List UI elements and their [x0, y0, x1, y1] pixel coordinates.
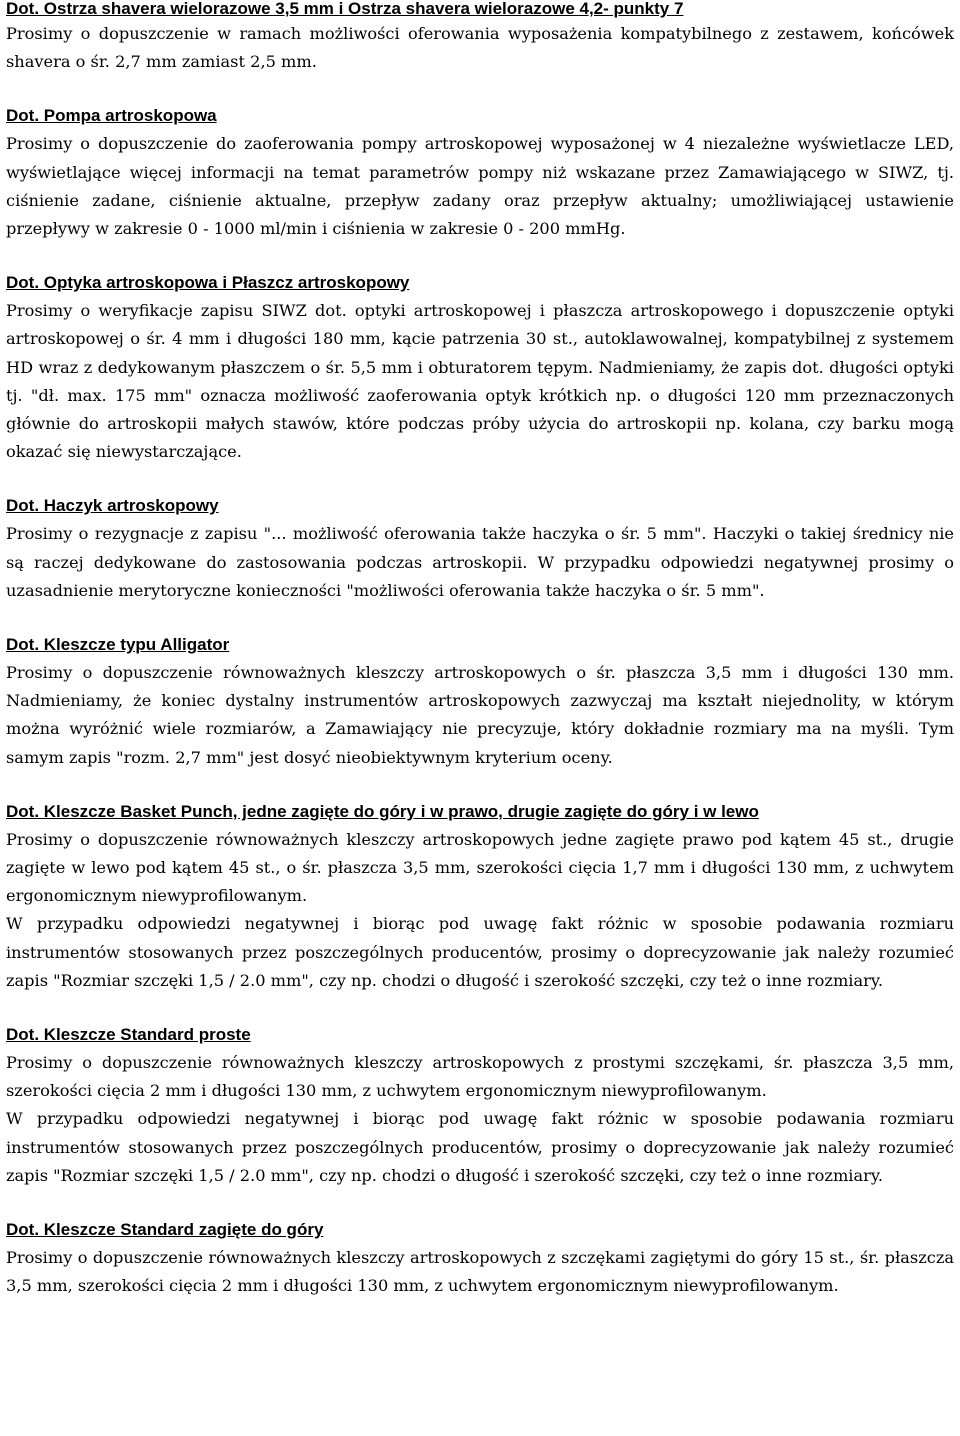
section-heading: Dot. Kleszcze typu Alligator [6, 635, 230, 655]
section-alligator-forceps [6, 631, 954, 772]
section-shaver-blades [6, 0, 954, 76]
section-heading: Dot. Ostrza shavera wielorazowe 3,5 mm i Ostrza shavera wielorazowe 4,2- punkty 7 [6, 0, 684, 18]
section-paragraph: Prosimy o rezygnacje z zapisu "... możliwość oferowania także haczyka o śr. 5 mm". Haczyki o takiej średnicy nie są raczej dedykowane do zastosowania podczas artroskopii. W przypadku odpowiedzi negatywnej prosimy o uzasadnienie merytoryczne konieczności "możliwości oferowania także haczyka o śr. 5 mm". [6, 524, 954, 600]
section-optics [6, 269, 954, 466]
section-paragraph: W przypadku odpowiedzi negatywnej i biorąc pod uwagę fakt różnic w sposobie podawania rozmiaru instrumentów stosowanych przez poszczególnych producentów, prosimy o doprecyzowanie jak należy rozumieć zapis "Rozmiar szczęki 1,5 / 2.0 mm", czy np. chodzi o długość i szerokość szczęki, czy też o inne rozmiary. [6, 914, 954, 990]
section-heading: Dot. Kleszcze Basket Punch, jedne zagięte do góry i w prawo, drugie zagięte do góry i w lewo [6, 801, 759, 821]
section-standard-curved-up [6, 1216, 954, 1300]
section-paragraph: Prosimy o weryfikacje zapisu SIWZ dot. optyki artroskopowej i płaszcza artroskopowego i dopuszczenie optyki artroskopowej o śr. 4 mm i długości 180 mm, kącie patrzenia 30 st., autoklawowalnej, kompatybilnej z systemem HD wraz z dedykowanym płaszczem o śr. 5,5 mm i obturatorem tępym. Nadmieniamy, że zapis dot. długości optyki tj. "dł. max. 175 mm" oznacza możliwość zaoferowania optyk krótkich np. o długości 120 mm przeznaczonych głównie do artroskopii małych stawów, które podczas próby użycia do artroskopii np. kolana, czy barku mogą okazać się niewystarczające. [6, 301, 954, 462]
section-paragraph: Prosimy o dopuszczenie równoważnych kleszczy artroskopowych z prostymi szczękami, śr. płaszcza 3,5 mm, szerokości cięcia 2 mm i długości 130 mm, z uchwytem ergonomicznym niewyprofilowanym. [6, 1053, 954, 1101]
section-hook [6, 492, 954, 605]
section-heading: Dot. Kleszcze Standard zagięte do góry [6, 1220, 324, 1240]
section-paragraph: Prosimy o dopuszczenie równoważnych kleszczy artroskopowych o śr. płaszcza 3,5 mm i długości 130 mm. Nadmieniamy, że koniec dystalny instrumentów artroskopowych zazwyczaj ma kształt niejednolity, w którym można wyróżnić wiele rozmiarów, a Zamawiający nie precyzuje, który dokładnie rozmiary ma na myśli. Tym samym zapis "rozm. 2,7 mm" jest dosyć nieobiektywnym kryterium oceny. [6, 663, 954, 767]
section-heading: Dot. Pompa artroskopowa [6, 106, 217, 126]
section-pump [6, 102, 954, 243]
section-heading: Dot. Optyka artroskopowa i Płaszcz artroskopowy [6, 273, 410, 293]
section-heading: Dot. Kleszcze Standard proste [6, 1025, 251, 1045]
section-paragraph: W przypadku odpowiedzi negatywnej i biorąc pod uwagę fakt różnic w sposobie podawania rozmiaru instrumentów stosowanych przez poszczególnych producentów, prosimy o doprecyzowanie jak należy rozumieć zapis "Rozmiar szczęki 1,5 / 2.0 mm", czy np. chodzi o długość i szerokość szczęki, czy też o inne rozmiary. [6, 1109, 954, 1185]
section-heading: Dot. Haczyk artroskopowy [6, 496, 219, 516]
section-paragraph: Prosimy o dopuszczenie równoważnych kleszczy artroskopowych z szczękami zagiętymi do góry 15 st., śr. płaszcza 3,5 mm, szerokości cięcia 2 mm i długości 130 mm, z uchwytem ergonomicznym niewyprofilowanym. [6, 1248, 954, 1296]
section-paragraph: Prosimy o dopuszczenie do zaoferowania pompy artroskopowej wyposażonej w 4 niezależne wyświetlacze LED, wyświetlające więcej informacji na temat parametrów pompy niż wskazane przez Zamawiającego w SIWZ, tj. ciśnienie zadane, ciśnienie aktualne, przepływ zadany oraz przepływ aktualny; umożliwiającej ustawienie przepływy w zakresie 0 - 1000 ml/min i ciśnienia w zakresie 0 - 200 mmHg. [6, 134, 954, 239]
section-standard-straight [6, 1021, 954, 1190]
section-paragraph: Prosimy o dopuszczenie w ramach możliwości oferowania wyposażenia kompatybilnego z zestawem, końcówek shavera o śr. 2,7 mm zamiast 2,5 mm. [6, 24, 954, 72]
section-paragraph: Prosimy o dopuszczenie równoważnych kleszczy artroskopowych jedne zagięte prawo pod kątem 45 st., drugie zagięte w lewo pod kątem 45 st., o śr. płaszcza 3,5 mm, szerokości cięcia 1,7 mm i długości 130 mm, z uchwytem ergonomicznym niewyprofilowanym. [6, 829, 954, 906]
section-basket-punch [6, 798, 954, 995]
